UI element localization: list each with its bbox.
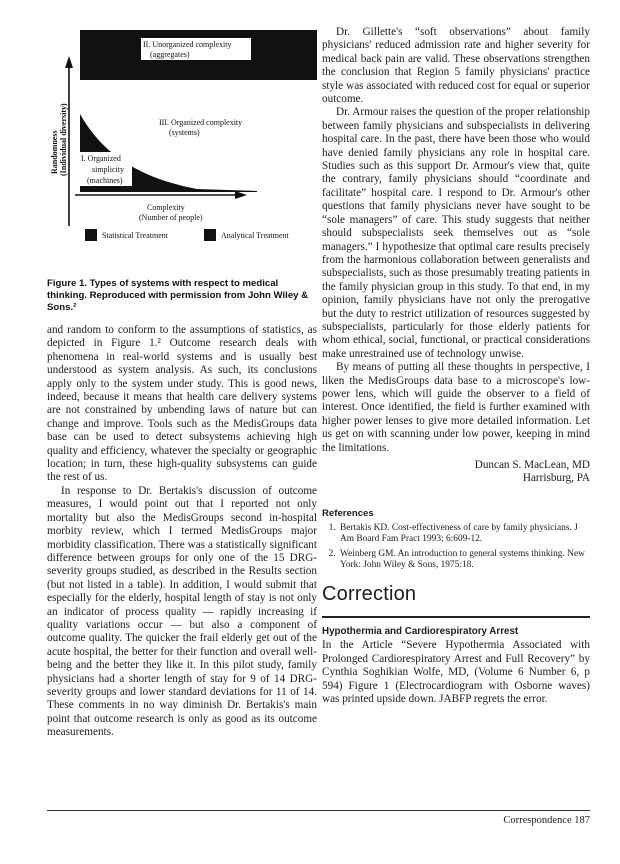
legend-statistical-label: Statistical Treatment bbox=[102, 231, 168, 240]
region-organized-simplicity-label-1: I. Organized bbox=[81, 154, 121, 163]
region-organized-simplicity-label-3: (machines) bbox=[87, 176, 123, 185]
left-paragraph: and random to conform to the assumptions of statistics, as depicted in Figure 1.² Outcome research deals with phenomena in real-world systems and is usually best understood as system analysis. As such, its conclusions apply only to the system under study. This is good news, indeed, because it means that health care delivery systems are not constrained by unbending laws of nature but can change and improve. Tools such as the MedisGroups data base can be used to detect subsystems achieving high quality and efficiency, whatever the specialty or geographic location; in turn, these high-quality subsystems can guide the rest of us. bbox=[47, 324, 317, 484]
x-axis-label-2: (Number of people) bbox=[139, 213, 203, 222]
references-list bbox=[322, 523, 590, 572]
y-axis-arrowhead bbox=[65, 56, 73, 68]
right-column bbox=[322, 26, 590, 706]
correction-rule bbox=[322, 616, 590, 618]
figure-1-diagram bbox=[47, 26, 317, 264]
references-heading: References bbox=[322, 507, 374, 519]
correction-text: In the Article “Severe Hypothermia Associated with Prolonged Cardiorespiratory Arrest and Full Recovery” by Cynthia Soghikian Wolfe, MD, (Volume 6 Number 6, p 594) Figure 1 (Electrocardiogram with Osborne waves) was printed upside down. JABFP regrets the error. bbox=[322, 639, 590, 706]
y-axis-label-2: (Individual diversity) bbox=[59, 103, 68, 176]
x-axis-arrowhead bbox=[235, 191, 247, 199]
x-axis-label-1: Complexity bbox=[147, 203, 185, 212]
region-unorganized-label-1: II. Unorganized complexity bbox=[143, 40, 232, 49]
correction-title: Correction bbox=[322, 583, 417, 606]
signature-name: Duncan S. MacLean, MD bbox=[474, 459, 590, 471]
reference-item: 2. Weinberg GM. An introduction to general systems thinking. New York: John Wiley & Sons, 1975:18. bbox=[338, 549, 590, 572]
figure-1 bbox=[47, 26, 317, 264]
page-footer bbox=[47, 810, 590, 826]
signature-block bbox=[322, 459, 590, 486]
reference-item: 1. Bertakis KD. Cost-effectiveness of care by family physicians. J Am Board Fam Pract 1993; 6:609-12. bbox=[338, 523, 590, 546]
right-paragraph: Dr. Armour raises the question of the proper relationship between family physicians and subspecialists in delivering hospital care. In the past, there have been those who would have denied family physicians any role in hospital care. Studies such as this support Dr. Armour's view that, quite the contrary, family physicians should “coordinate and facilitate” hospital care. I respond to Dr. Armour's other questions that family physicians never have sought to be “sole managers” of care. This study suggests that neither should subspecialists seek themselves out as “sole managers.” I hypothesize that optimal care results precisely from the harmonious collaboration between generalists and subspecialists, such as those presumably treating patients in the family physician group in this study. To that end, in my opinion, family physicians have not only the prerogative but the duty to restrict utilization of resources suggested by subspecialists, particularly for those elderly patients for whom ethical, social, functional, or practical considerations make unrestrained use of technology unwise. bbox=[322, 106, 590, 360]
right-paragraph: By means of putting all these thoughts in perspective, I liken the MedisGroups data base to a microscope's low-power lens, which will guide the observer to a field of interest. Once identified, the field is further examined with higher power lenses to give more detailed information. Let us get on with scanning under low power, keeping in mind the limitations. bbox=[322, 361, 590, 454]
legend-analytical-swatch bbox=[204, 229, 216, 241]
footer-rule bbox=[47, 810, 590, 811]
region-unorganized-label-2: (aggregates) bbox=[150, 50, 190, 59]
figure-caption: Figure 1. Types of systems with respect to medical thinking. Reproduced with permission from John Wiley & Sons.² bbox=[47, 278, 309, 313]
y-axis-label-1: Randomness bbox=[50, 130, 59, 174]
legend-analytical-label: Analytical Treatment bbox=[221, 231, 289, 240]
footer-page-label: Correspondence 187 bbox=[503, 815, 590, 826]
correction-subheading: Hypothermia and Cardiorespiratory Arrest bbox=[322, 626, 519, 638]
region-organized-complexity-label-1: III. Organized complexity bbox=[159, 118, 243, 127]
region-organized-complexity-label-2: (systems) bbox=[169, 128, 200, 137]
legend-statistical-swatch bbox=[85, 229, 97, 241]
left-column bbox=[47, 26, 317, 740]
left-paragraph: In response to Dr. Bertakis's discussion of outcome measures, I would point out that I reported not only mortality but also the MedisGroups second in-hospital morbity review, which I termed MedisGroups major morbidity classification. There was a statistically significant difference between groups for only one of the 15 DRG-severity groups studied, as described in the Results section (but not listed in a table). In addition, I would submit that especially for the elderly, hospital length of stay is not only an indicator of process quality — rapidly increasing if quality variations occur — but also a component of outcome quality. The quicker the frail elderly get out of the acute hospital, the better for their function and overall well-being and the better they like it. In this pilot study, family physicians had a shorter length of stay for 9 of 14 DRG-severity groups and lower standard deviations for 11 of 14. These comments in no way diminish Dr. Bertakis's main point that outcome research is only as good as its outcome measurements. bbox=[47, 484, 317, 739]
signature-place: Harrisburg, PA bbox=[522, 472, 590, 485]
region-organized-simplicity-label-2: simplicity bbox=[92, 165, 124, 174]
right-paragraph: Dr. Gillette's “soft observations” about family physicians' reduced admission rate and higher severity for medical back pain are valid. These observations strengthen the conclusion that Region 5 family physicians' practice style was associated with reduced cost for equal or superior outcome. bbox=[322, 26, 590, 106]
